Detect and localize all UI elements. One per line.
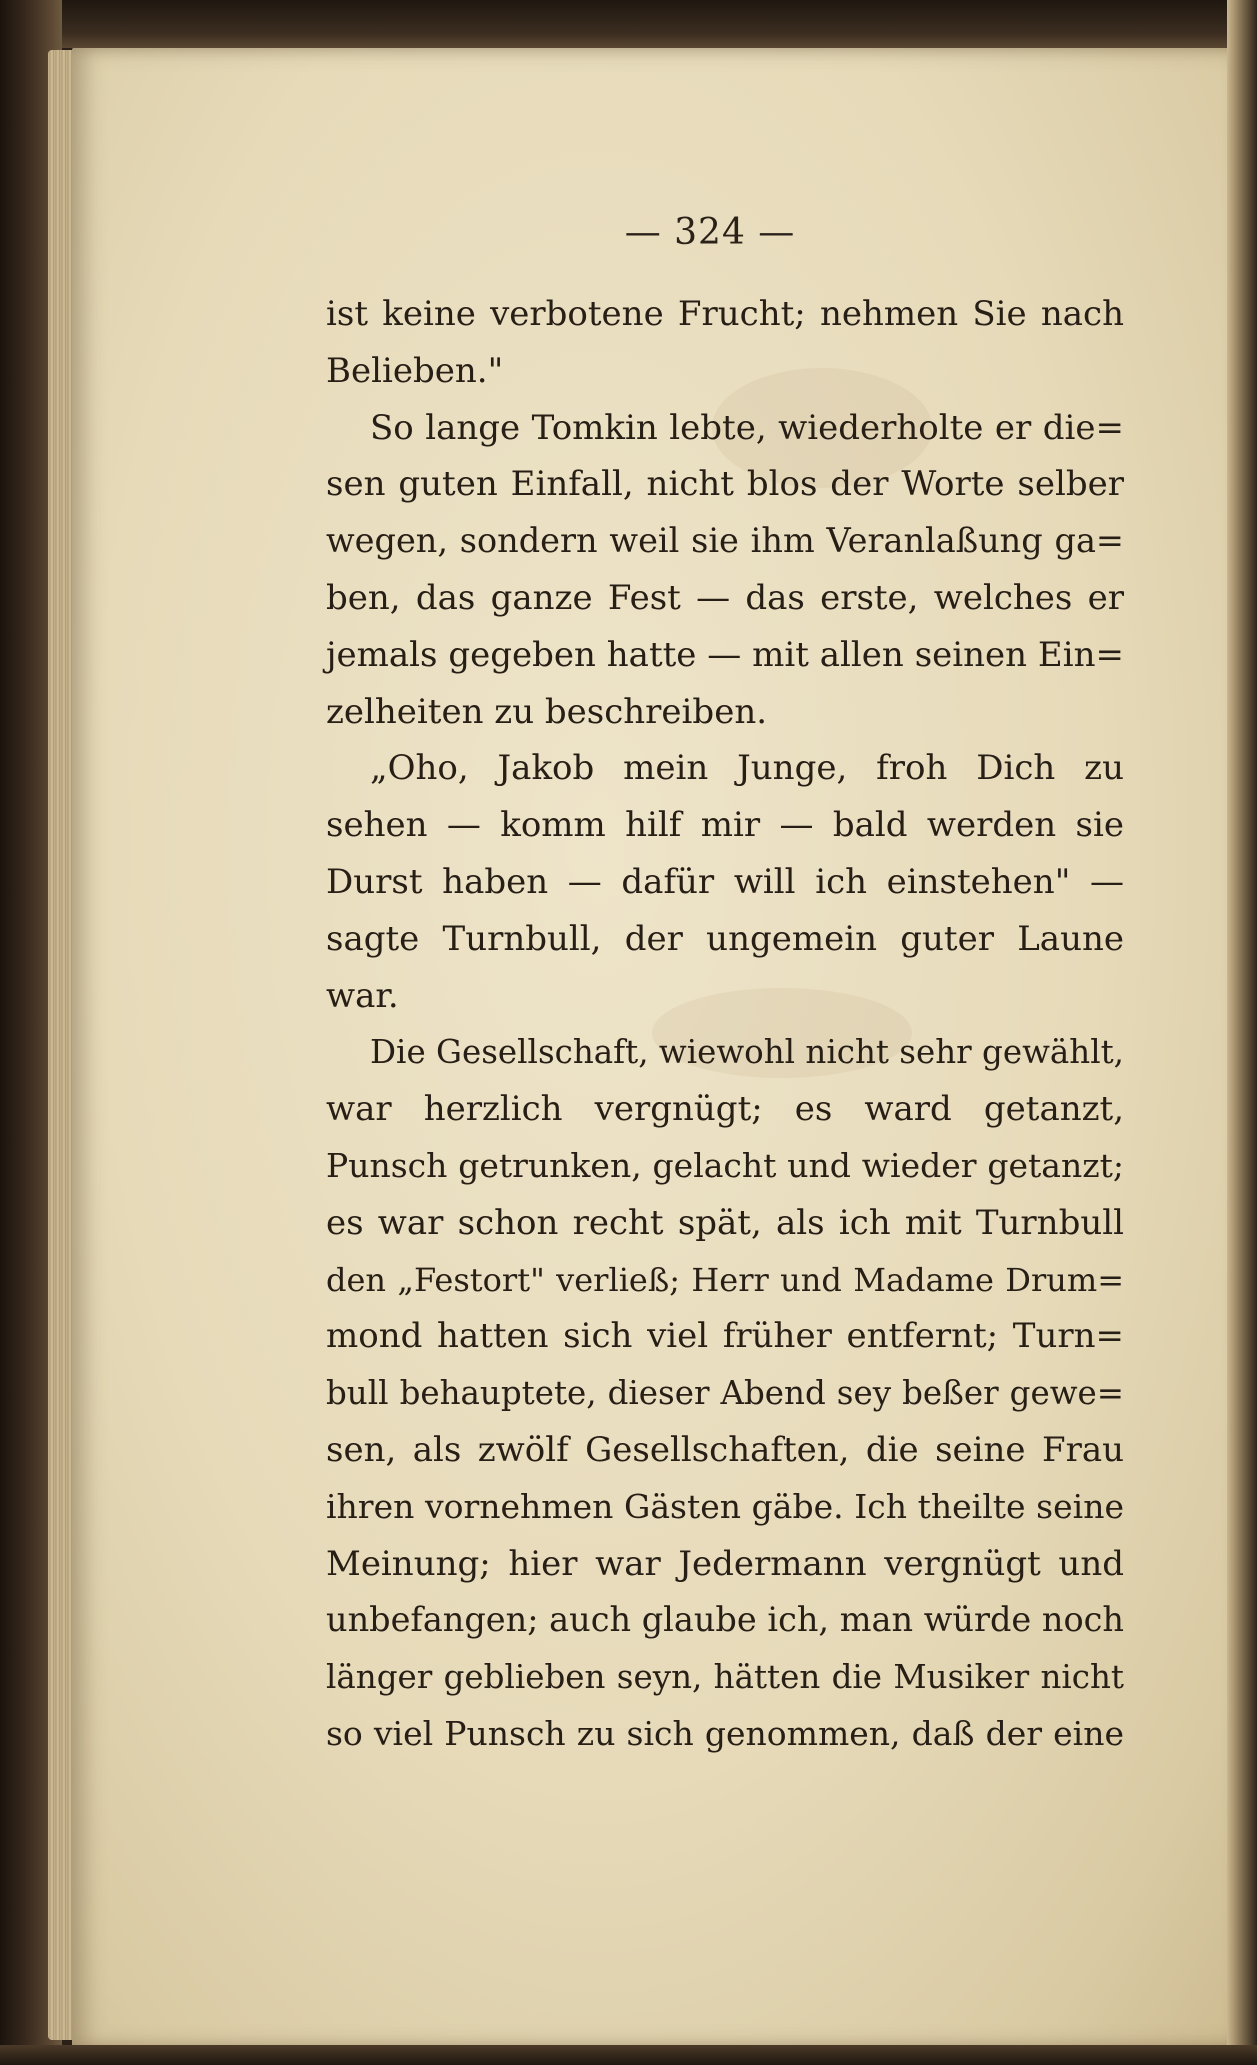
text-line: den „Festort" verließ; Herr und Madame Drum= xyxy=(326,1260,1124,1299)
page-text xyxy=(326,286,1124,1763)
text-line: mond hatten sich viel früher entfernt; Turn= xyxy=(326,1316,1124,1357)
text-line: ihren vornehmen Gästen gäbe. Ich theilte seine xyxy=(326,1486,1124,1526)
text-line: bull behauptete, dieser Abend sey beßer gewe= xyxy=(326,1374,1124,1413)
scan-bottom-border xyxy=(0,2045,1257,2065)
text-line: Die Gesellschaft, wiewohl nicht sehr gewählt, xyxy=(370,1033,1124,1072)
text-line: zelheiten zu beschreiben. xyxy=(326,691,768,732)
text-line: Punsch getrunken, gelacht und wieder getanzt; xyxy=(326,1145,1124,1185)
text-line: sagte Turnbull, der ungemein guter Laune xyxy=(326,918,1124,959)
text-line: es war schon recht spät, als ich mit Turnbull xyxy=(326,1202,1124,1243)
text-line: sehen — komm hilf mir — bald werden sie xyxy=(326,805,1124,846)
text-line: Belieben." xyxy=(326,350,504,391)
text-line: war. xyxy=(326,975,399,1016)
text-line: So lange Tomkin lebte, wiederholte er die= xyxy=(370,407,1124,448)
text-line: länger geblieben seyn, hätten die Musiker nicht xyxy=(326,1658,1124,1697)
text-line: unbefangen; auch glaube ich, man würde noch xyxy=(326,1600,1124,1640)
text-line: Meinung; hier war Jedermann vergnügt und xyxy=(326,1543,1124,1584)
text-line: „Oho, Jakob mein Junge, froh Dich zu xyxy=(370,748,1124,789)
scan-top-border xyxy=(0,0,1257,48)
text-line: Durst haben — dafür will ich einstehen" — xyxy=(326,861,1124,902)
text-line: ist keine verbotene Frucht; nehmen Sie nach xyxy=(326,294,1124,334)
text-line: war herzlich vergnügt; es ward getanzt, xyxy=(326,1089,1124,1130)
text-line: sen guten Einfall, nicht blos der Worte selber xyxy=(326,464,1124,505)
page-number: — 324 — xyxy=(624,212,796,253)
text-line: sen, als zwölf Gesellschaften, die seine Frau xyxy=(326,1429,1124,1470)
text-line: so viel Punsch zu sich genommen, daß der eine xyxy=(326,1713,1124,1753)
text-line: jemals gegeben hatte — mit allen seinen Ein= xyxy=(326,634,1124,675)
book-right-edge xyxy=(1227,0,1257,2065)
text-line: wegen, sondern weil sie ihm Veranlaßung ga= xyxy=(326,521,1124,561)
text-line: ben, das ganze Fest — das erste, welches er xyxy=(326,577,1124,618)
